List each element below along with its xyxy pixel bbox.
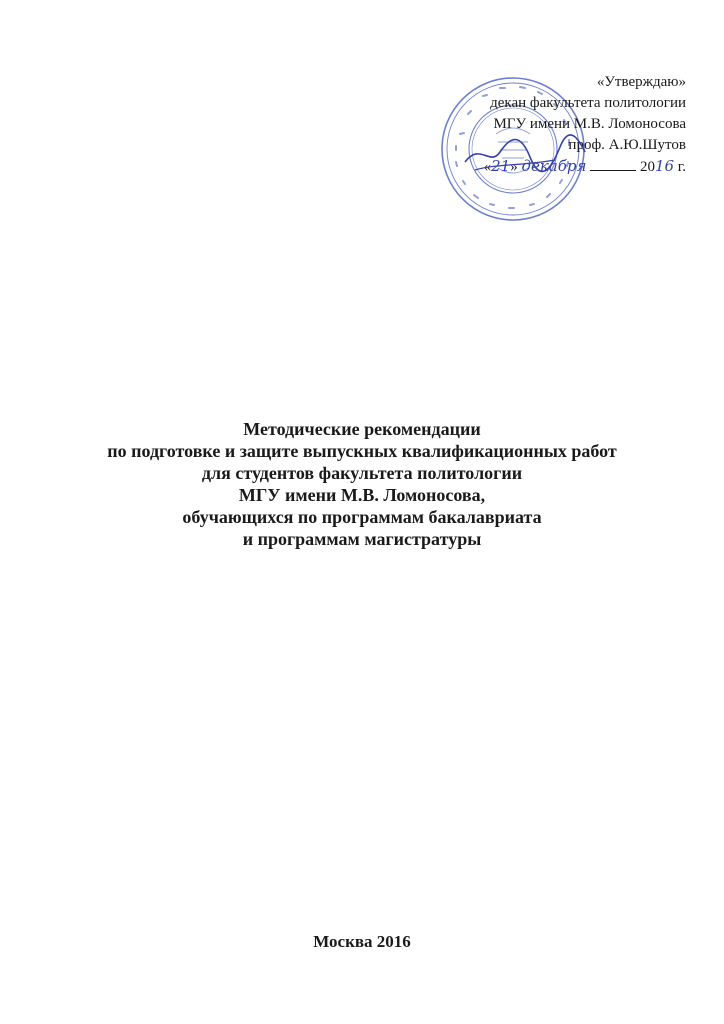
date-year-abbr: г. <box>677 159 686 175</box>
approval-university: МГУ имени М.В. Ломоносова <box>493 116 686 132</box>
title-line-1: Методические рекомендации <box>243 419 481 439</box>
date-close-quote: » <box>510 159 518 175</box>
date-year-suffix: 16 <box>654 157 675 175</box>
date-year-prefix: 20 <box>639 159 655 175</box>
date-blank-line <box>590 156 636 171</box>
title-line-6: и программам магистратуры <box>242 529 482 549</box>
approval-signatory: проф. А.Ю.Шутов <box>568 137 686 153</box>
approval-position: декан факультета политологии <box>490 95 686 111</box>
document-title <box>0 418 724 550</box>
title-line-3: для студентов факультета политологии <box>201 463 523 483</box>
date-open-quote: « <box>483 159 492 175</box>
title-line-4: МГУ имени М.В. Ломоносова, <box>238 485 486 505</box>
footer-place-year: Москва 2016 <box>313 932 411 951</box>
signature-scribble <box>460 122 590 182</box>
approval-heading: «Утверждаю» <box>596 74 686 90</box>
date-day: 21 <box>491 157 511 175</box>
title-line-5: обучающихся по программам бакалавриата <box>182 507 542 527</box>
date-month: декабря <box>521 157 587 175</box>
title-line-2: по подготовке и защите выпускных квалификационных работ <box>107 441 617 461</box>
